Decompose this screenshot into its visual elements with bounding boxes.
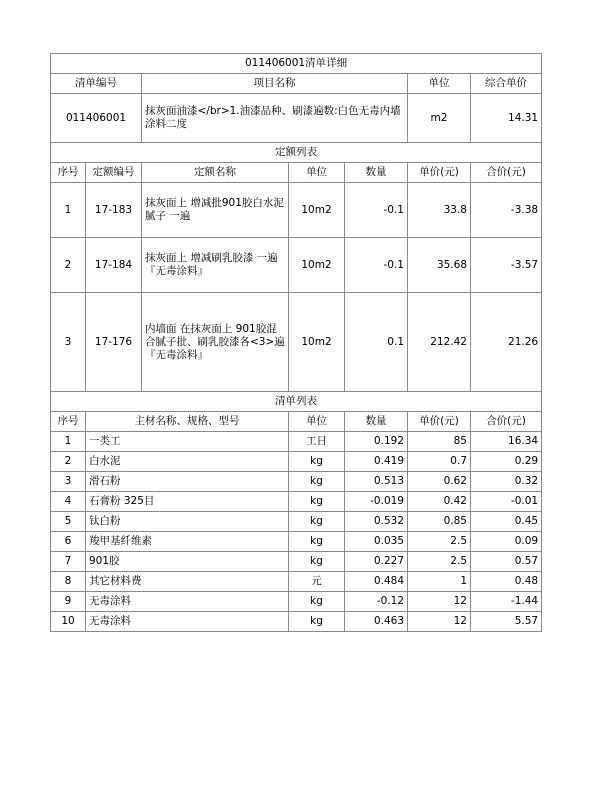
material-price: 1	[408, 572, 471, 592]
material-row	[51, 452, 542, 472]
material-total: 0.09	[471, 532, 542, 552]
quota-seq: 2	[51, 238, 86, 293]
material-unit: kg	[289, 472, 345, 492]
material-total: -0.01	[471, 492, 542, 512]
material-unit: kg	[289, 452, 345, 472]
quota-qty: 0.1	[345, 293, 408, 392]
material-unit: kg	[289, 492, 345, 512]
material-seq: 5	[51, 512, 86, 532]
quota-qty: -0.1	[345, 238, 408, 293]
material-unit: kg	[289, 532, 345, 552]
item-name: 抹灰面油漆</br>1.油漆品种、刷漆遍数:白色无毒内墙涂料二度	[142, 94, 408, 143]
material-row	[51, 572, 542, 592]
quota-name: 抹灰面上 增减刷乳胶漆 一遍『无毒涂料』	[142, 238, 289, 293]
quota-header-unit: 单位	[289, 163, 345, 183]
quota-qty: -0.1	[345, 183, 408, 238]
quota-price: 35.68	[408, 238, 471, 293]
quota-name: 抹灰面上 增减批901胶白水泥腻子 一遍	[142, 183, 289, 238]
quota-header-name: 定额名称	[142, 163, 289, 183]
material-unit: 工日	[289, 432, 345, 452]
material-price: 85	[408, 432, 471, 452]
quota-code: 17-184	[86, 238, 142, 293]
material-seq: 3	[51, 472, 86, 492]
material-price: 12	[408, 612, 471, 632]
quota-code: 17-176	[86, 293, 142, 392]
item-code: 011406001	[51, 94, 142, 143]
material-seq: 2	[51, 452, 86, 472]
header-name: 项目名称	[142, 74, 408, 94]
material-price: 0.42	[408, 492, 471, 512]
material-total: 16.34	[471, 432, 542, 452]
material-qty: 0.463	[345, 612, 408, 632]
material-seq: 6	[51, 532, 86, 552]
quota-seq: 3	[51, 293, 86, 392]
quota-code: 17-183	[86, 183, 142, 238]
item-price: 14.31	[471, 94, 542, 143]
sheet-title: 011406001清单详细	[51, 54, 542, 74]
material-row	[51, 532, 542, 552]
material-qty: 0.419	[345, 452, 408, 472]
material-header-qty: 数量	[345, 412, 408, 432]
material-seq: 7	[51, 552, 86, 572]
material-price: 2.5	[408, 532, 471, 552]
material-row	[51, 472, 542, 492]
material-name: 901胶	[86, 552, 289, 572]
header-code: 清单编号	[51, 74, 142, 94]
material-header-unit: 单位	[289, 412, 345, 432]
quota-total: -3.57	[471, 238, 542, 293]
material-unit: kg	[289, 512, 345, 532]
quota-price: 212.42	[408, 293, 471, 392]
quota-header-total: 合价(元)	[471, 163, 542, 183]
material-price: 0.7	[408, 452, 471, 472]
material-header-price: 单价(元)	[408, 412, 471, 432]
material-unit: kg	[289, 612, 345, 632]
material-qty: 0.532	[345, 512, 408, 532]
material-header-name: 主材名称、规格、型号	[86, 412, 289, 432]
material-name: 无毒涂料	[86, 592, 289, 612]
item-unit: m2	[408, 94, 471, 143]
quota-total: 21.26	[471, 293, 542, 392]
material-qty: 0.513	[345, 472, 408, 492]
material-qty: 0.035	[345, 532, 408, 552]
material-seq: 10	[51, 612, 86, 632]
material-name: 滑石粉	[86, 472, 289, 492]
material-qty: 0.227	[345, 552, 408, 572]
header-price: 综合单价	[471, 74, 542, 94]
quota-header-price: 单价(元)	[408, 163, 471, 183]
material-seq: 9	[51, 592, 86, 612]
material-name: 钛白粉	[86, 512, 289, 532]
quota-header-code: 定额编号	[86, 163, 142, 183]
quota-seq: 1	[51, 183, 86, 238]
material-seq: 4	[51, 492, 86, 512]
quota-unit: 10m2	[289, 238, 345, 293]
quota-unit: 10m2	[289, 183, 345, 238]
material-qty: 0.484	[345, 572, 408, 592]
quota-unit: 10m2	[289, 293, 345, 392]
quota-name: 内墙面 在抹灰面上 901胶混合腻子批、刷乳胶漆各<3>遍『无毒涂料』	[142, 293, 289, 392]
material-name: 羧甲基纤维素	[86, 532, 289, 552]
bill-detail-table	[50, 53, 542, 632]
material-unit: kg	[289, 552, 345, 572]
material-total: 0.29	[471, 452, 542, 472]
material-total: 5.57	[471, 612, 542, 632]
material-name: 白水泥	[86, 452, 289, 472]
material-seq: 8	[51, 572, 86, 592]
material-name: 石膏粉 325目	[86, 492, 289, 512]
material-seq: 1	[51, 432, 86, 452]
material-qty: 0.192	[345, 432, 408, 452]
material-unit: 元	[289, 572, 345, 592]
quota-section-title: 定额列表	[51, 143, 542, 163]
material-header-seq: 序号	[51, 412, 86, 432]
material-name: 一类工	[86, 432, 289, 452]
material-row	[51, 432, 542, 452]
material-price: 2.5	[408, 552, 471, 572]
material-name: 其它材料费	[86, 572, 289, 592]
quota-total: -3.38	[471, 183, 542, 238]
material-price: 0.62	[408, 472, 471, 492]
material-total: 0.45	[471, 512, 542, 532]
material-header-total: 合价(元)	[471, 412, 542, 432]
material-price: 12	[408, 592, 471, 612]
material-unit: kg	[289, 592, 345, 612]
quota-header-seq: 序号	[51, 163, 86, 183]
material-total: 0.32	[471, 472, 542, 492]
material-row	[51, 512, 542, 532]
material-row	[51, 492, 542, 512]
material-total: -1.44	[471, 592, 542, 612]
material-row	[51, 592, 542, 612]
material-total: 0.48	[471, 572, 542, 592]
material-section-title: 清单列表	[51, 392, 542, 412]
material-row	[51, 612, 542, 632]
header-unit: 单位	[408, 74, 471, 94]
material-qty: -0.019	[345, 492, 408, 512]
material-total: 0.57	[471, 552, 542, 572]
quota-header-qty: 数量	[345, 163, 408, 183]
material-row	[51, 552, 542, 572]
quota-price: 33.8	[408, 183, 471, 238]
material-price: 0.85	[408, 512, 471, 532]
material-name: 无毒涂料	[86, 612, 289, 632]
material-qty: -0.12	[345, 592, 408, 612]
